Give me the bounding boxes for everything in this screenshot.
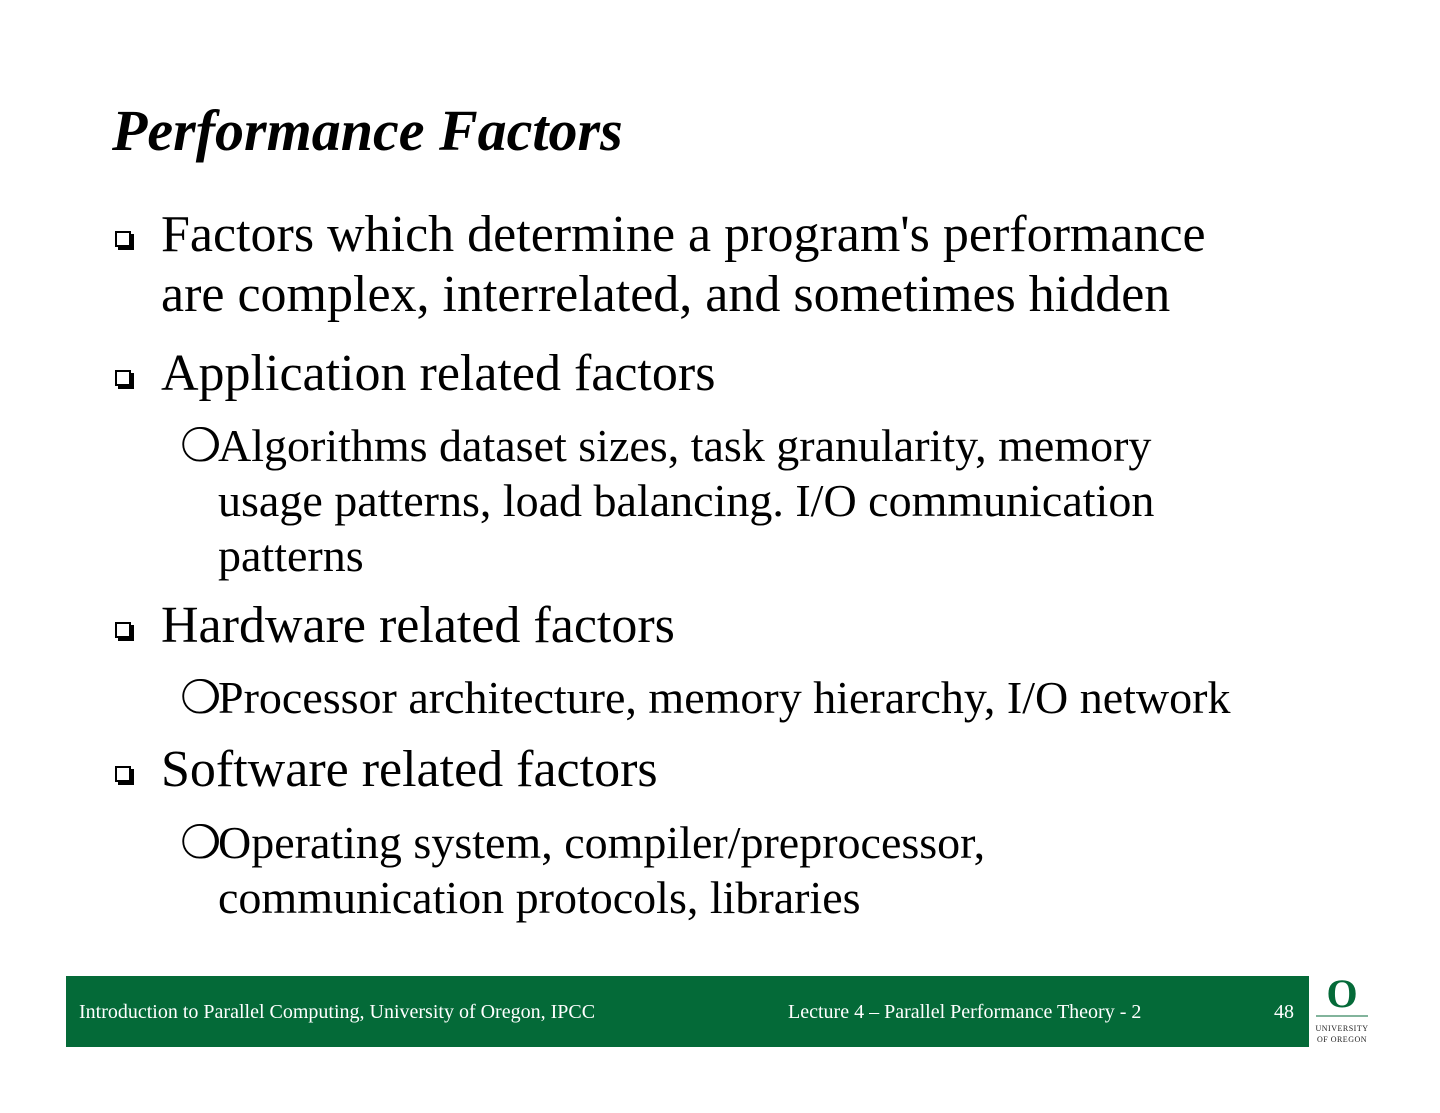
sub-bullet-text — [218, 418, 1154, 583]
logo-line-1: UNIVERSITY — [1315, 1024, 1369, 1033]
university-of-oregon-logo — [1312, 976, 1372, 1048]
bullet-text — [161, 740, 658, 800]
bullet-line: Software related factors — [161, 741, 658, 798]
square-bullet-icon — [112, 231, 132, 251]
logo-line-2: OF OREGON — [1316, 1035, 1368, 1044]
footer-lecture: Lecture 4 – Parallel Performance Theory - 2 — [788, 1001, 1142, 1023]
bullet-text — [161, 596, 675, 656]
square-bullet-icon — [112, 766, 132, 786]
square-bullet-icon — [112, 370, 132, 390]
bullet-text — [161, 205, 1206, 325]
oregon-o-icon — [1312, 976, 1372, 1048]
sub-bullet-line: patterns — [218, 530, 364, 581]
bullet-line: Application related factors — [161, 345, 716, 402]
sub-bullet-line: usage patterns, load balancing. I/O communication — [218, 475, 1155, 526]
circle-bullet-icon: ❍ — [180, 817, 222, 868]
circle-bullet-icon: ❍ — [180, 420, 222, 471]
sub-bullet-line: Algorithms dataset sizes, task granularity, memory — [218, 420, 1152, 471]
sub-bullet-line: Processor architecture, memory hierarchy, I/O network — [218, 672, 1231, 723]
sub-bullet-text — [218, 670, 1230, 725]
bullet-text — [161, 344, 715, 404]
sub-bullet-text — [218, 815, 985, 925]
sub-bullet-line: Operating system, compiler/preprocessor, — [218, 817, 986, 868]
square-bullet-icon — [112, 622, 132, 642]
footer-course: Introduction to Parallel Computing, University of Oregon, IPCC — [79, 1001, 596, 1023]
logo-letter: O — [1326, 976, 1358, 1016]
circle-bullet-icon: ❍ — [180, 672, 222, 723]
footer-page-number: 48 — [1274, 1001, 1294, 1023]
bullet-line: Factors which determine a program's performance — [161, 206, 1206, 263]
slide-title: Performance Factors — [112, 98, 623, 163]
bullet-line: Hardware related factors — [161, 597, 675, 654]
bullet-line: are complex, interrelated, and sometimes hidden — [161, 266, 1171, 323]
slide-footer — [66, 976, 1309, 1047]
sub-bullet-line: communication protocols, libraries — [218, 872, 861, 923]
